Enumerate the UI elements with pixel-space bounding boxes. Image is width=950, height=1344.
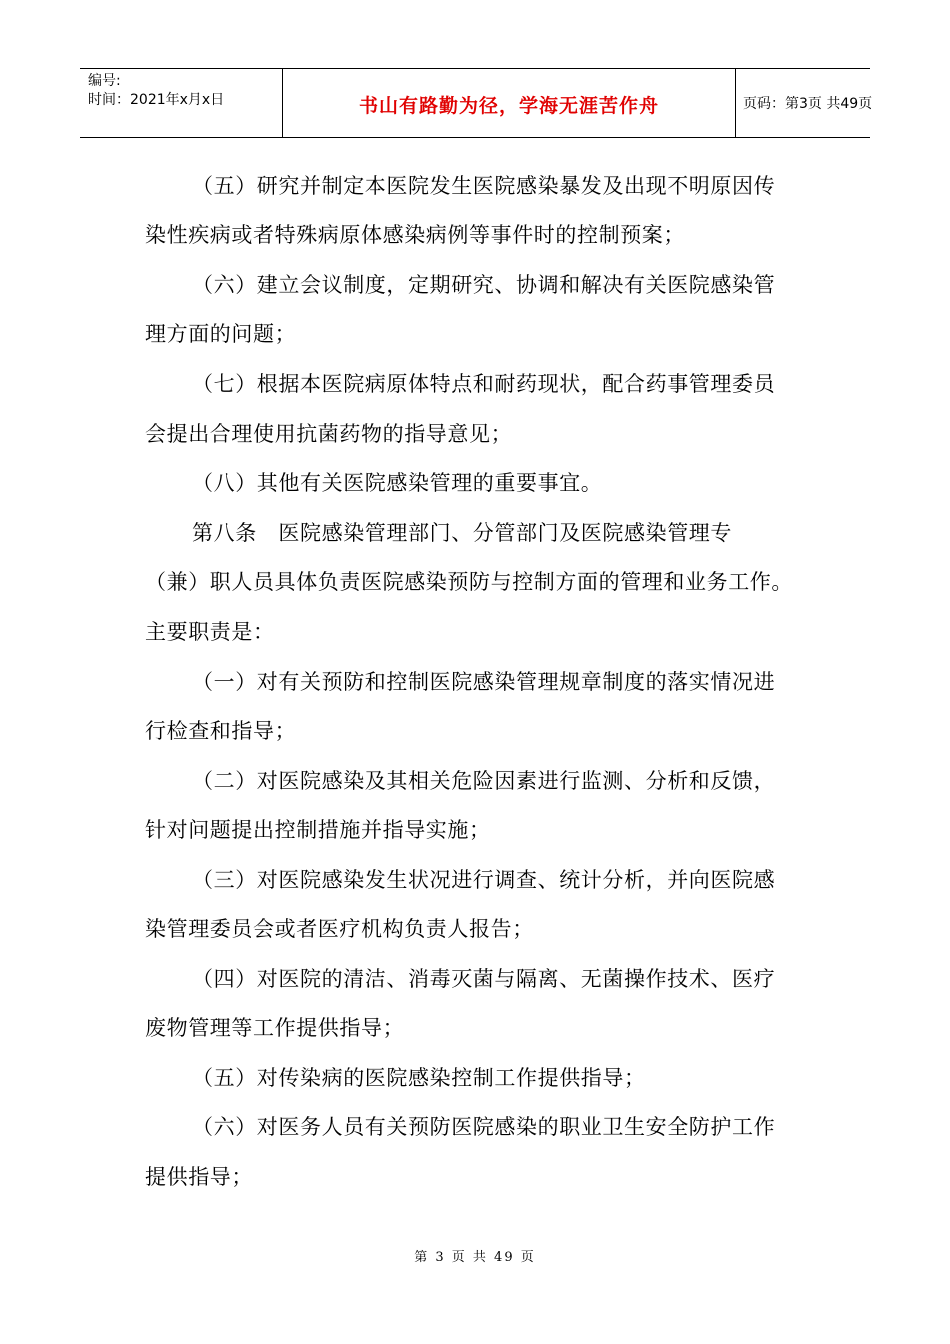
body-line: 主要职责是： xyxy=(145,620,275,644)
body-line: （五）研究并制定本医院发生医院感染暴发及出现不明原因传 xyxy=(192,174,776,198)
body-line: （一）对有关预防和控制医院感染管理规章制度的落实情况进 xyxy=(192,670,776,694)
body-line: （四）对医院的清洁、消毒灭菌与隔离、无菌操作技术、医疗 xyxy=(192,967,776,991)
body-line: （六）对医务人员有关预防医院感染的职业卫生安全防护工作 xyxy=(192,1115,776,1139)
header-motto-cell xyxy=(282,69,736,137)
document-time-label: 时间：2021年x月x日 xyxy=(88,92,225,108)
body-line: （七）根据本医院病原体特点和耐药现状，配合药事管理委员 xyxy=(192,372,776,396)
body-line: 针对问题提出控制措施并指导实施； xyxy=(145,818,491,842)
body-line: 会提出合理使用抗菌药物的指导意见； xyxy=(145,422,513,446)
page-footer: 第 3 页 共 49 页 xyxy=(414,1250,536,1265)
body-line: 提供指导； xyxy=(145,1165,253,1189)
page-header xyxy=(80,68,873,138)
body-line: 理方面的问题； xyxy=(145,322,297,346)
article-heading: 第八条 医院感染管理部门、分管部门及医院感染管理专 xyxy=(192,521,732,545)
body-line: （五）对传染病的医院感染控制工作提供指导； xyxy=(192,1066,646,1090)
body-line: 废物管理等工作提供指导； xyxy=(145,1016,405,1040)
body-line: 行检查和指导； xyxy=(145,719,297,743)
body-line: （三）对医院感染发生状况进行调查、统计分析，并向医院感 xyxy=(192,868,776,892)
body-line: （兼）职人员具体负责医院感染预防与控制方面的管理和业务工作。 xyxy=(145,570,793,594)
document-number-label: 编号: xyxy=(88,73,121,89)
header-page-label: 页码：第3页 共49页 xyxy=(743,96,873,112)
header-meta-cell xyxy=(80,69,282,137)
body-line: 染管理委员会或者医疗机构负责人报告； xyxy=(145,917,534,941)
body-line: （八）其他有关医院感染管理的重要事宜。 xyxy=(192,471,603,495)
body-line: （六）建立会议制度，定期研究、协调和解决有关医院感染管 xyxy=(192,273,776,297)
body-line: 染性疾病或者特殊病原体感染病例等事件时的控制预案； xyxy=(145,223,685,247)
header-motto: 书山有路勤为径，学海无涯苦作舟 xyxy=(358,95,659,117)
header-page-cell xyxy=(735,69,873,137)
body-line: （二）对医院感染及其相关危险因素进行监测、分析和反馈， xyxy=(192,769,776,793)
